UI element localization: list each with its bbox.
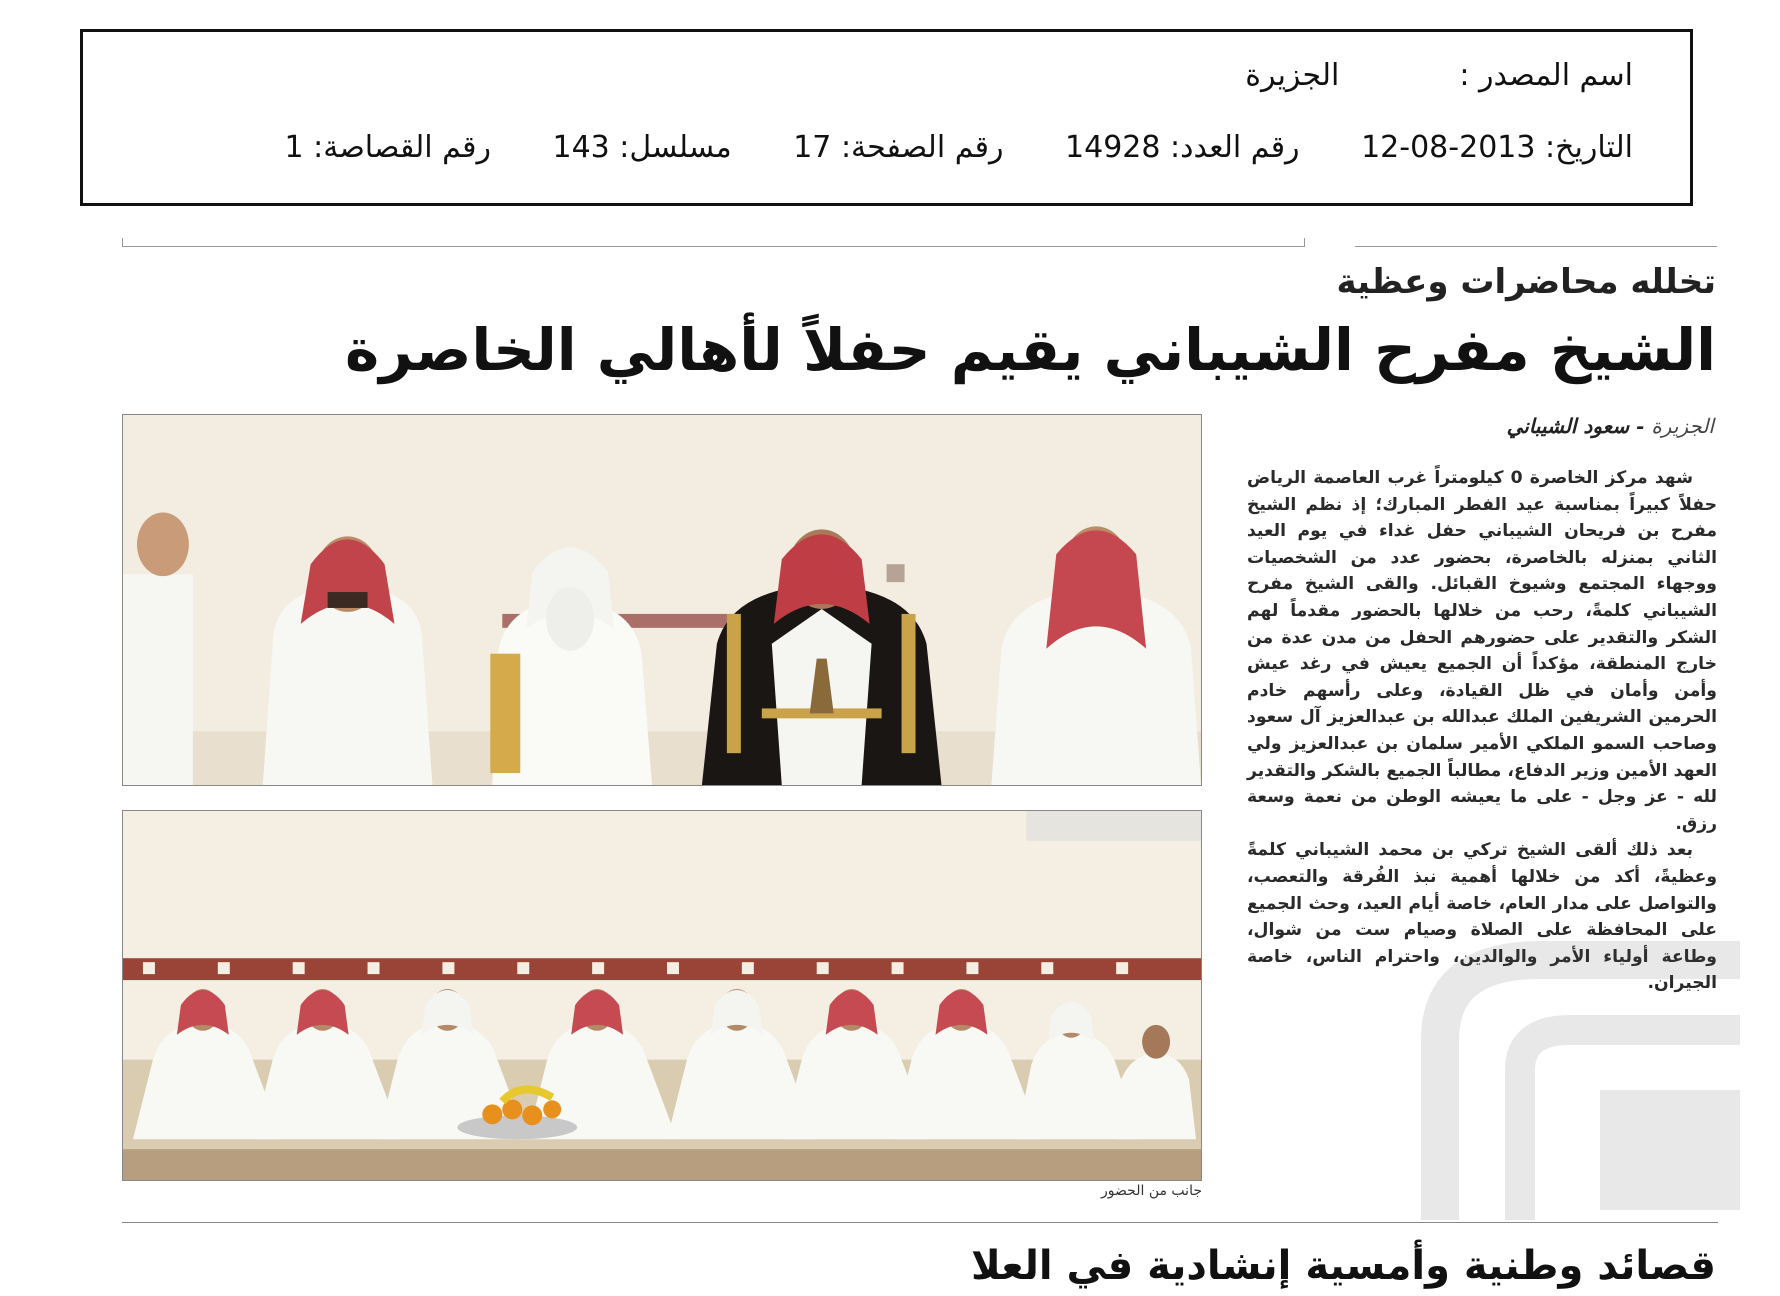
article-headline: الشيخ مفرح الشيباني يقيم حفلاً لأهالي الخاصرة [345, 316, 1716, 384]
serial-field: مسلسل: 143 [552, 130, 732, 165]
photo-seated-group-image [123, 811, 1201, 1180]
issue-field: رقم العدد: 14928 [1065, 130, 1300, 165]
article-paragraph: شهد مركز الخاصرة 0 كيلومتراً غرب العاصمة الرياض حفلاً كبيراً بمناسبة عيد الفطر المبارك؛ إذ نظم الشيخ مفرح بن فريحان الشيباني حفل غداء في يوم العيد الثاني بمنزله بالخاصرة، بحضور عدد من الشخصيات ووجهاء المجتمع وشيوخ القبائل. والقى الشيخ مفرح الشيباني كلمةً، رحب من خلالها بالحضور مقدماً لهم الشكر والتقدير على حضورهم الحفل من مدن عدة من خارج المنطقة، مؤكداً أن الجميع يعيش في رغد عيش وأمن وأمان في ظل القيادة، وعلى رأسهم خادم الحرمين الشريفين الملك عبدالله بن عبدالعزيز آل سعود وصاحب السمو الملكي الأمير سلمان بن عبدالعزيز ولي العهد الأمين وزير الدفاع، مطالباً الجميع بالشكر والتقدير لله - عز وجل - على ما يعيشه الوطن من نعمة وسعة رزق. [1247, 468, 1717, 834]
source-value: الجزيرة [1245, 58, 1340, 93]
byline-author: سعود الشيباني [1506, 414, 1630, 438]
bottom-divider [122, 1222, 1718, 1223]
page-value: 17 [793, 130, 832, 165]
date-field: التاريخ: 2013-08-12 [1361, 130, 1633, 165]
source-row [1245, 58, 1633, 93]
serial-value: 143 [552, 130, 610, 165]
clipping-metadata-box [80, 29, 1693, 206]
article-byline: الجزيرة - سعود الشيباني [1506, 414, 1714, 438]
photo-standing-group [122, 414, 1202, 786]
page-field: رقم الصفحة: 17 [793, 130, 1004, 165]
archive-watermark-logo [1400, 920, 1780, 1240]
article-paragraph: بعد ذلك ألقى الشيخ تركي بن محمد الشيباني كلمةً وعظيةً، أكد من خلالها أهمية نبذ الفُرقة والتعصب، والتواصل على مدار العام، خاصة أيام العيد، وحث الجميع على المحافظة على الصلاة وصيام ست من شوال، وطاعة أولياء الأمر والوالدين، واحترام الناس، خاصة الجيران. [1247, 840, 1717, 994]
top-divider-right [1355, 246, 1717, 247]
issue-value: 14928 [1065, 130, 1161, 165]
next-article-headline: قصائد وطنية وأمسية إنشادية في العلا [970, 1243, 1716, 1289]
date-value: 2013-08-12 [1361, 130, 1536, 165]
photo-seated-group [122, 810, 1202, 1181]
divider-tick [122, 238, 123, 247]
byline-source: الجزيرة [1651, 414, 1714, 438]
divider-tick [1304, 238, 1305, 247]
top-divider-left [122, 246, 1305, 247]
photo-caption: جانب من الحضور [1101, 1183, 1202, 1199]
article-body [1247, 465, 1717, 997]
clip-field: رقم القصاصة: 1 [284, 130, 491, 165]
photo-standing-group-image [123, 415, 1201, 785]
article-kicker: تخلله محاضرات وعظية [1336, 262, 1716, 302]
details-row [284, 130, 1633, 165]
clip-value: 1 [284, 130, 304, 165]
source-label: اسم المصدر : [1459, 58, 1633, 93]
